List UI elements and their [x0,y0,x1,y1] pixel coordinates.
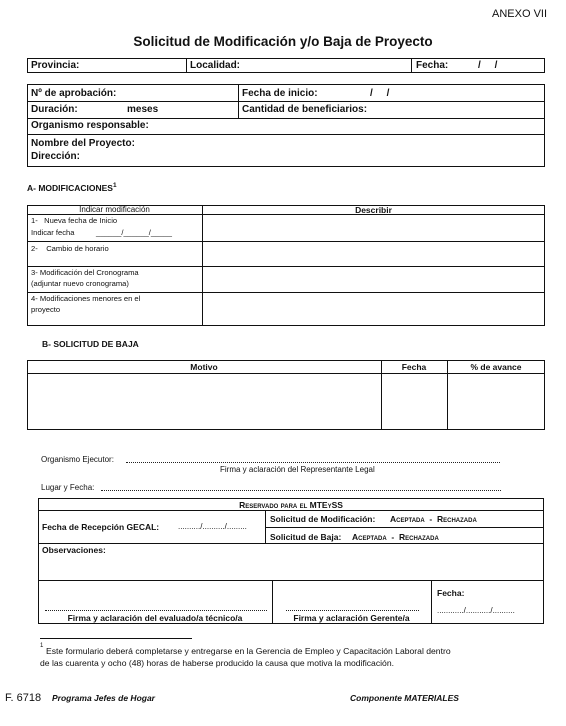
fecha-inicio-slashes: / / [370,88,390,99]
col-indicar-header: Indicar modificación [79,205,150,214]
divider [38,580,544,581]
firma-tecnico-label: Firma y aclaración del evaluado/a técnico/a [67,613,243,623]
row3-line2: (adjuntar nuevo cronograma) [31,279,129,288]
col-describir-header: Describir [355,205,392,215]
row1-date-blank: ______/______/_____ [96,228,173,237]
program-name: Programa Jefes de Hogar [52,693,155,703]
solicitud-baja-label: Solicitud de Baja: [270,532,342,542]
divider [27,101,545,102]
solicitud-mod-label: Solicitud de Modificación: [270,514,376,524]
divider [27,373,545,374]
col-motivo-header: Motivo [190,362,218,372]
nombre-proyecto-label: Nombre del Proyecto: [31,138,135,149]
divider [27,118,545,119]
lugar-fecha-line[interactable] [101,490,501,491]
footnote-line2: de las cuarenta y ocho (48) horas de haberse producido la causa que motiva la modificación. [40,658,394,668]
col-avance-header: % de avance [470,362,522,372]
row3-line1: 3- Modificación del Cronograma [31,268,139,277]
provincia-label: Provincia: [31,60,80,71]
firma-gerente-label: Firma y aclaración Gerente/a [293,613,410,623]
recepcion-blank[interactable]: ........../........../......... [178,522,247,531]
section-a-title-text: A- MODIFICACIONES [27,182,113,193]
lugar-fecha-label: Lugar y Fecha: [41,483,95,492]
footnote-separator [40,638,192,639]
divider [38,510,544,511]
divider [186,58,187,73]
observaciones-label: Observaciones: [42,545,106,555]
page-title: Solicitud de Modificación y/o Baja de Proyecto [133,34,433,49]
row1-line1: 1- Nueva fecha de Inicio [31,216,118,225]
duracion-label: Duración: [31,104,78,115]
fecha-slashes: / / [478,60,498,71]
fecha-reserved-blank[interactable]: ............/.........../.......... [437,606,515,615]
divider [431,580,432,624]
recepcion-label: Fecha de Recepción GECAL: [42,522,160,532]
divider [265,527,544,528]
divider [27,292,545,293]
aprobacion-label: Nº de aprobación: [31,88,117,99]
firma-representante-label: Firma y aclaración del Representante Legal [220,465,375,474]
firma-gerente-line[interactable] [286,610,419,611]
footnote-ref: 1 [112,182,117,189]
meses-label: meses [127,104,159,115]
organismo-ejecutor-label: Organismo Ejecutor: [41,455,114,464]
footnote-line1: Este formulario deberá completarse y entregarse en la Gerencia de Empleo y Capacitación Laboral dentro [46,646,451,656]
firma-tecnico-line[interactable] [45,610,267,611]
divider [411,58,412,73]
section-b-title: B- SOLICITUD DE BAJA [42,339,139,349]
row1-line2: Indicar fecha [31,228,75,237]
fecha-reserved-label: Fecha: [437,588,465,598]
divider [27,134,545,135]
footnote-mark: 1 [40,643,44,649]
fecha-inicio-label: Fecha de inicio: [242,88,318,99]
component-name: Componente MATERIALES [350,693,459,703]
form-code: F. 6718 [5,692,42,704]
row4-line2: proyecto [31,305,61,314]
solicitud-mod-options[interactable]: Aceptada - Rechazada [390,514,477,524]
annex-label: ANEXO VII [492,8,548,20]
col-fecha-header: Fecha [401,362,427,372]
row4-line1: 4- Modificaciones menores en el [31,294,141,303]
divider [27,241,545,242]
divider [38,543,544,544]
header-row [27,58,545,73]
reserved-title: Reservado para el MTEySS [239,500,343,510]
beneficiarios-label: Cantidad de beneficiarios: [242,104,368,115]
fecha-label: Fecha: [416,60,449,71]
divider [27,266,545,267]
solicitud-baja-options[interactable]: Aceptada - Rechazada [352,532,439,542]
row2-line1: 2- Cambio de horario [31,244,109,253]
localidad-label: Localidad: [190,60,241,71]
organismo-ejecutor-line[interactable] [126,462,500,463]
direccion-label: Dirección: [31,151,80,162]
organismo-label: Organismo responsable: [31,120,149,131]
section-a-title [27,182,117,193]
